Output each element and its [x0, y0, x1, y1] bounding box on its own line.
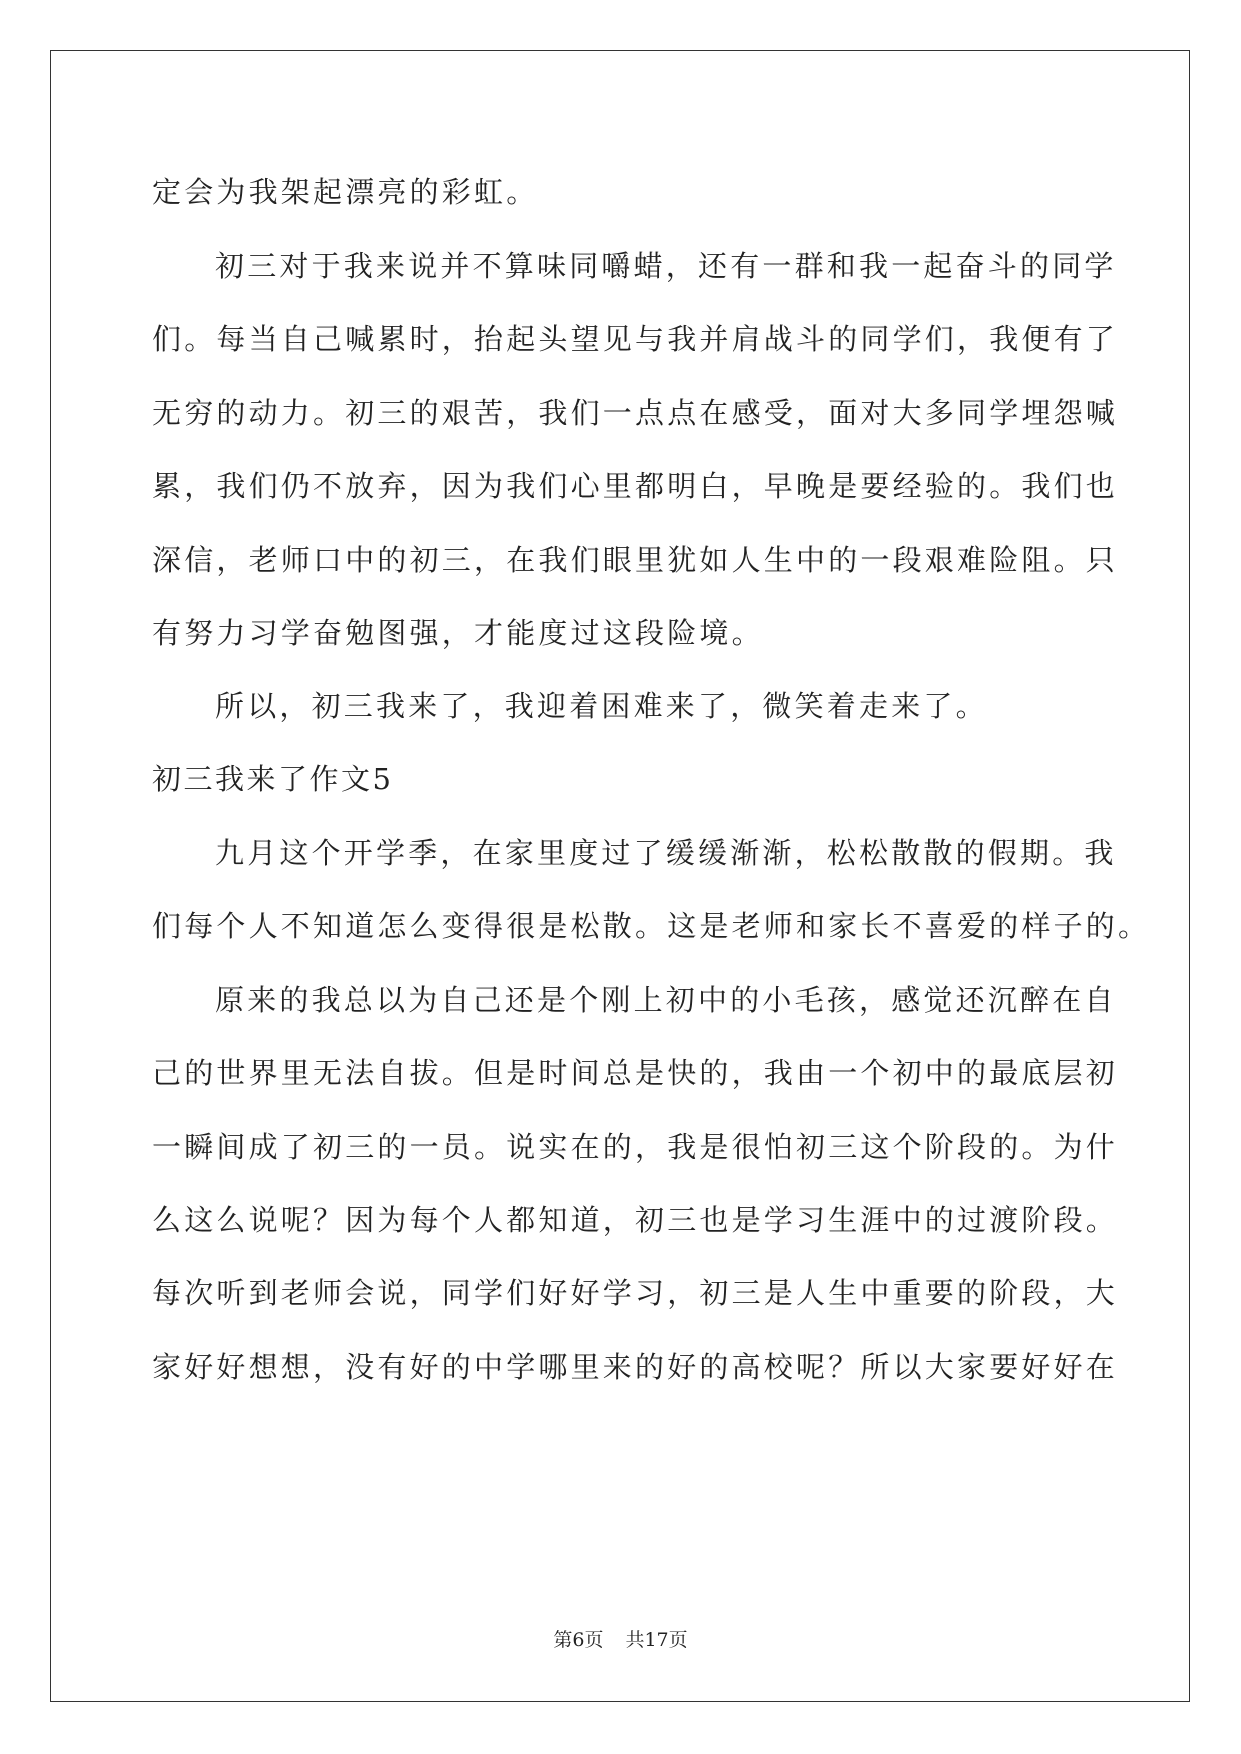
text-line: 定会为我架起漂亮的彩虹。 [152, 175, 539, 209]
text-line: 九月这个开学季，在家里度过了缓缓渐渐，松松散散的假期。我 [215, 836, 1117, 870]
text-line: 每次听到老师会说，同学们好好学习，初三是人生中重要的阶段，大 [152, 1276, 1119, 1310]
text-line: 有努力习学奋勉图强，才能度过这段险境。 [152, 616, 764, 650]
text-line: 初三对于我来说并不算味同嚼蜡，还有一群和我一起奋斗的同学 [215, 249, 1117, 283]
text-line: 深信，老师口中的初三，在我们眼里犹如人生中的一段艰难险阻。只 [152, 543, 1119, 577]
text-line: 们。每当自己喊累时，抬起头望见与我并肩战斗的同学们，我便有了 [152, 322, 1119, 356]
text-line: 原来的我总以为自己还是个刚上初中的小毛孩，感觉还沉醉在自 [215, 983, 1117, 1017]
text-line: 累，我们仍不放弃，因为我们心里都明白，早晚是要经验的。我们也 [152, 469, 1119, 503]
page-total: 共17页 [625, 1629, 688, 1651]
text-line: 己的世界里无法自拔。但是时间总是快的，我由一个初中的最底层初 [152, 1056, 1119, 1090]
page-number: 第6页 [553, 1629, 604, 1651]
page-footer [0, 1628, 1241, 1652]
text-line: 们每个人不知道怎么变得很是松散。这是老师和家长不喜爱的样子的。 [152, 909, 1151, 943]
text-line: 么这么说呢？因为每个人都知道，初三也是学习生涯中的过渡阶段。 [152, 1203, 1119, 1237]
section-heading: 初三我来了作文5 [152, 762, 394, 796]
text-line: 一瞬间成了初三的一员。说实在的，我是很怕初三这个阶段的。为什 [152, 1130, 1119, 1164]
text-line: 家好好想想，没有好的中学哪里来的好的高校呢？所以大家要好好在 [152, 1350, 1119, 1384]
text-line: 所以，初三我来了，我迎着困难来了，微笑着走来了。 [215, 689, 988, 723]
text-line: 无穷的动力。初三的艰苦，我们一点点在感受，面对大多同学埋怨喊 [152, 396, 1119, 430]
page-border [50, 50, 1190, 1702]
